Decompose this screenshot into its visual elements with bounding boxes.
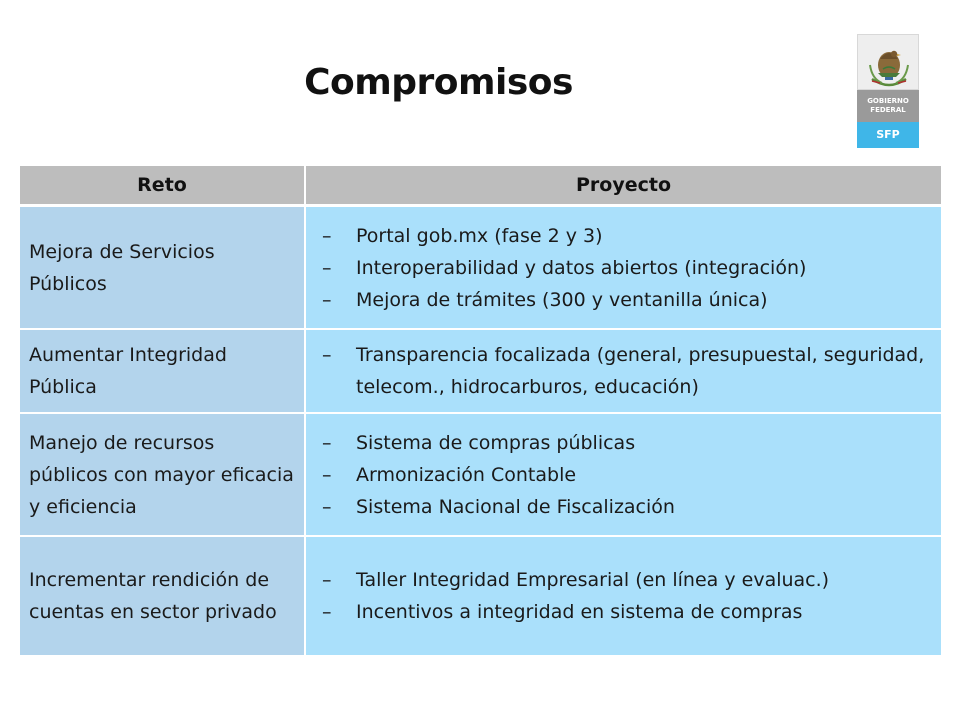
table-header-row	[20, 166, 941, 206]
project-text: Sistema de compras públicas	[356, 431, 636, 454]
project-text: Incentivos a integridad en sistema de compras	[356, 601, 803, 623]
table-row	[20, 206, 941, 330]
table-row	[20, 329, 941, 413]
project-text: Mejora de trámites (300 y ventanilla única)	[356, 288, 768, 311]
project-text: Sistema Nacional de Fiscalización	[356, 495, 675, 518]
proyecto-cell	[305, 413, 941, 536]
table-row	[20, 536, 941, 656]
bullet-dash: –	[322, 431, 332, 454]
reto-cell: Incrementar rendición de cuentas en sector privado	[20, 536, 305, 656]
slide-title: Compromisos	[304, 62, 573, 103]
project-text: Portal gob.mx (fase 2 y 3)	[356, 224, 603, 247]
bullet-dash: –	[322, 344, 332, 366]
bullet-dash: –	[322, 288, 332, 311]
bullet-dash: –	[322, 463, 332, 486]
list-item	[322, 339, 941, 403]
table-row	[20, 413, 941, 536]
list-item	[322, 284, 941, 316]
bullet-dash: –	[322, 601, 332, 623]
list-item	[322, 220, 941, 252]
project-list	[322, 339, 941, 403]
project-list	[322, 220, 941, 316]
list-item	[322, 564, 941, 596]
project-text: Armonización Contable	[356, 463, 577, 486]
list-item	[322, 427, 941, 459]
project-text: Transparencia focalizada (general, presupuestal, seguridad, telecom., hidrocarburos, educación)	[356, 344, 925, 398]
reto-cell: Mejora de Servicios Públicos	[20, 206, 305, 330]
project-text: Interoperabilidad y datos abiertos (integración)	[356, 256, 807, 279]
header-reto: Reto	[20, 166, 305, 206]
logo-government-band	[857, 90, 919, 122]
proyecto-cell	[305, 329, 941, 413]
proyecto-cell	[305, 206, 941, 330]
national-coat-of-arms-icon	[857, 34, 919, 90]
project-list	[322, 564, 941, 628]
list-item	[322, 459, 941, 491]
bullet-dash: –	[322, 495, 332, 518]
project-text: Taller Integridad Empresarial (en línea y evaluac.)	[356, 569, 830, 591]
proyecto-cell	[305, 536, 941, 656]
bullet-dash: –	[322, 569, 332, 591]
government-logo	[857, 34, 919, 148]
commitments-table	[20, 166, 941, 657]
list-item	[322, 491, 941, 523]
bullet-dash: –	[322, 256, 332, 279]
logo-agency-band: SFP	[857, 122, 919, 148]
header-proyecto: Proyecto	[305, 166, 941, 206]
reto-cell: Aumentar Integridad Pública	[20, 329, 305, 413]
list-item	[322, 252, 941, 284]
logo-gov-line-1: GOBIERNO	[867, 97, 909, 105]
project-list	[322, 427, 941, 523]
list-item	[322, 596, 941, 628]
bullet-dash: –	[322, 224, 332, 247]
reto-cell: Manejo de recursos públicos con mayor eficacia y eficiencia	[20, 413, 305, 536]
logo-gov-line-2: FEDERAL	[870, 106, 906, 114]
